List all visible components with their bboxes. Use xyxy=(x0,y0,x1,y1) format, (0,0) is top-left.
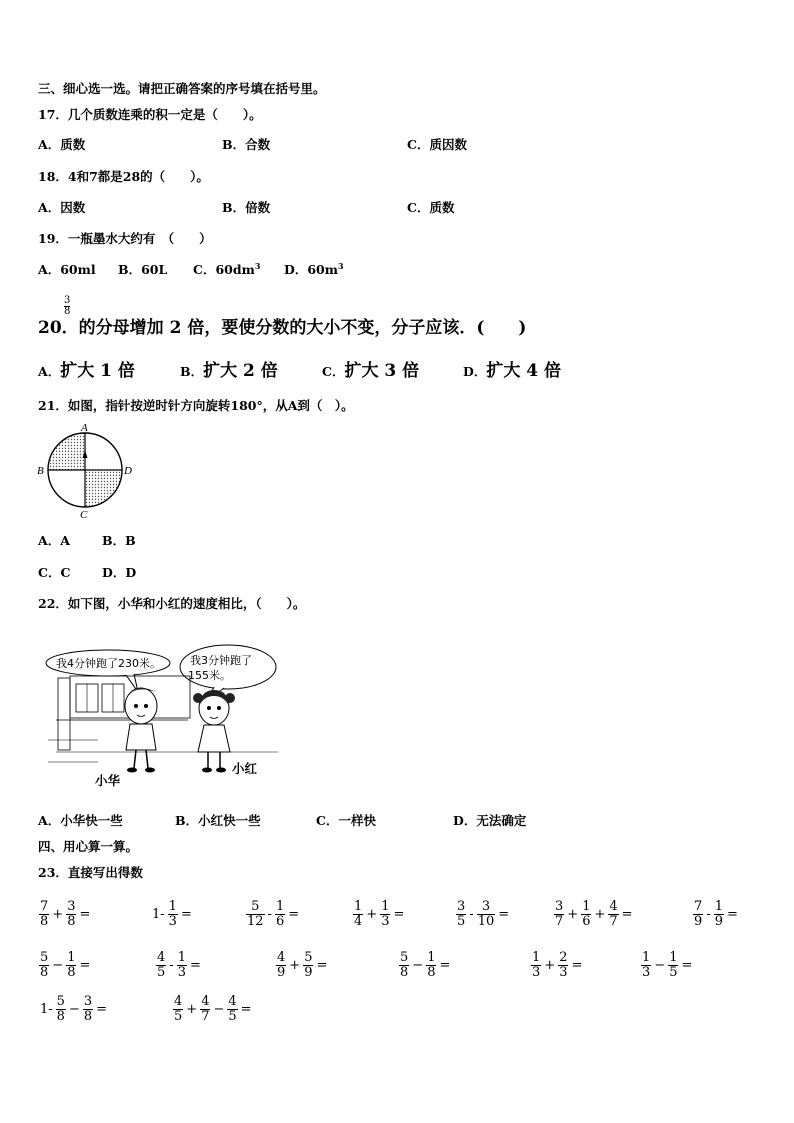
fraction xyxy=(399,951,409,980)
operator: − xyxy=(213,1002,225,1017)
numerator: 3 xyxy=(83,994,93,1009)
denominator: 12 xyxy=(247,914,264,929)
section-title-4: 四、用心算一算。 xyxy=(38,839,139,854)
q19-option-a[interactable]: A．60ml xyxy=(38,262,96,277)
numerator: 1 xyxy=(354,899,363,914)
numerator: 1 xyxy=(168,899,177,914)
operator: - xyxy=(267,907,272,922)
denominator: 8 xyxy=(83,1009,93,1024)
expression xyxy=(530,951,584,980)
question-17: 17．几个质数连乘的积一定是（ ）。 xyxy=(38,107,262,122)
fraction xyxy=(714,900,724,929)
prefix: 1- xyxy=(152,907,165,922)
numerator: 1 xyxy=(582,899,591,914)
equals: = xyxy=(393,907,405,922)
denominator: 8 xyxy=(56,1009,65,1024)
fraction xyxy=(275,900,285,929)
denominator: 5 xyxy=(669,965,678,980)
expression xyxy=(38,951,92,980)
q22-option-a[interactable]: A．小华快一些 xyxy=(38,813,123,828)
expression xyxy=(352,900,406,929)
q19-option-c[interactable]: C．$60dm^3$ xyxy=(193,260,261,277)
operator: - xyxy=(169,958,174,973)
numerator: 1 xyxy=(177,950,186,965)
q17-option-c[interactable]: C．质因数 xyxy=(407,137,467,152)
question-21: 21．如图，指针按逆时针方向旋转180°，从A到（ ）。 xyxy=(38,398,354,413)
numerator: 3 xyxy=(481,899,491,914)
denominator: 3 xyxy=(177,965,186,980)
operator: + xyxy=(289,958,301,973)
expression xyxy=(553,900,635,929)
bubble-xiaohong-line2: 155米。 xyxy=(188,669,231,682)
fraction xyxy=(380,900,390,929)
fraction xyxy=(39,951,49,980)
q22-option-b[interactable]: B．小红快一些 xyxy=(175,813,261,828)
q20-option-d[interactable]: D．扩大 4 倍 xyxy=(463,361,562,381)
numerator: 1 xyxy=(532,950,541,965)
operator: − xyxy=(52,958,64,973)
fraction xyxy=(693,900,703,929)
operator: + xyxy=(567,907,579,922)
operator: + xyxy=(544,958,556,973)
numerator: 3 xyxy=(457,899,466,914)
question-20: 20．的分母增加 2 倍，要使分数的大小不变，分子应该．( ) xyxy=(38,318,527,338)
denominator: 8 xyxy=(40,914,49,929)
denominator: 3 xyxy=(532,965,541,980)
fraction xyxy=(168,900,178,929)
fraction xyxy=(303,951,313,980)
q19-option-b[interactable]: B．60L xyxy=(118,262,168,277)
fraction xyxy=(558,951,568,980)
section-title: 三、细心选一选。请把正确答案的序号填在括号里。 xyxy=(38,81,326,96)
denominator: 10 xyxy=(477,914,495,929)
question-18: 18．4和7都是28的（ ）。 xyxy=(38,169,209,184)
numerator: 5 xyxy=(304,950,313,965)
operator: - xyxy=(706,907,711,922)
equals: = xyxy=(96,1002,108,1017)
denominator: 8 xyxy=(67,965,76,980)
fraction xyxy=(156,951,166,980)
fraction xyxy=(353,900,363,929)
equals: = xyxy=(621,907,633,922)
name-xiaohong: 小红 xyxy=(232,761,258,776)
fraction xyxy=(668,951,678,980)
operator: + xyxy=(366,907,378,922)
fraction xyxy=(246,900,265,929)
q21-option-a[interactable]: A．A xyxy=(38,533,70,548)
fraction xyxy=(66,951,76,980)
denominator: 9 xyxy=(714,914,723,929)
equals: = xyxy=(316,958,328,973)
denominator: 9 xyxy=(694,914,703,929)
numerator: 5 xyxy=(40,950,49,965)
fraction xyxy=(227,995,237,1024)
equals: = xyxy=(79,958,91,973)
fraction xyxy=(554,900,564,929)
label-c: C xyxy=(80,509,88,520)
numerator: 2 xyxy=(559,950,568,965)
denominator: 5 xyxy=(228,1009,237,1024)
operator: + xyxy=(186,1002,198,1017)
q20-option-a[interactable]: A．扩大 1 倍 xyxy=(38,361,135,381)
denominator: 6 xyxy=(275,914,285,929)
denominator: 7 xyxy=(555,914,564,929)
numerator: 4 xyxy=(277,950,286,965)
q18-option-a[interactable]: A．因数 xyxy=(38,200,86,215)
numerator: 4 xyxy=(174,994,183,1009)
q20-option-c[interactable]: C．扩大 3 倍 xyxy=(322,361,420,381)
numerator: 3 xyxy=(67,899,76,914)
q21-option-c[interactable]: C．C xyxy=(38,565,71,580)
numerator: 1 xyxy=(642,950,651,965)
q21-option-b[interactable]: B．B xyxy=(102,533,136,548)
fraction xyxy=(56,995,66,1024)
q17-option-b[interactable]: B．合数 xyxy=(222,137,271,152)
denominator: 5 xyxy=(457,914,466,929)
denominator: 5 xyxy=(174,1009,183,1024)
clock-figure xyxy=(34,420,138,520)
q20-option-b[interactable]: B．扩大 2 倍 xyxy=(180,361,278,381)
numerator: 1 xyxy=(275,899,285,914)
denominator: 6 xyxy=(582,914,591,929)
fraction xyxy=(581,900,591,929)
operator: − xyxy=(412,958,424,973)
numerator: 4 xyxy=(157,950,166,965)
operator: − xyxy=(654,958,666,973)
q22-option-c[interactable]: C．一样快 xyxy=(316,813,376,828)
equals: = xyxy=(79,907,91,922)
expression xyxy=(150,900,194,929)
fraction xyxy=(531,951,541,980)
fraction xyxy=(173,995,183,1024)
q22-option-d[interactable]: D．无法确定 xyxy=(453,813,527,828)
denominator: 9 xyxy=(277,965,286,980)
operator: - xyxy=(469,907,474,922)
equals: = xyxy=(288,907,300,922)
denominator: 5 xyxy=(157,965,166,980)
denominator: 7 xyxy=(609,914,618,929)
denominator: 9 xyxy=(304,965,313,980)
numerator: 7 xyxy=(694,899,703,914)
expression xyxy=(455,900,511,929)
equals: = xyxy=(681,958,693,973)
numerator: 1 xyxy=(381,899,390,914)
denominator: 8 xyxy=(400,965,409,980)
question-23: 23．直接写出得数 xyxy=(38,865,143,880)
q20-fraction: $\frac{3}{8}$ xyxy=(64,295,71,317)
numerator: 1 xyxy=(714,899,723,914)
numerator: 5 xyxy=(400,950,409,965)
q21-option-d[interactable]: D．D xyxy=(102,565,137,580)
equals: = xyxy=(726,907,738,922)
fraction xyxy=(66,900,76,929)
fraction xyxy=(641,951,651,980)
expression xyxy=(692,900,740,929)
q19-option-d[interactable]: D．$60m^3$ xyxy=(284,260,344,277)
label-b: B xyxy=(37,465,44,477)
bubble-xiaohua: 我4分钟跑了230米。 xyxy=(56,657,161,670)
denominator: 7 xyxy=(201,1009,210,1024)
numerator: 1 xyxy=(427,950,436,965)
numerator: 5 xyxy=(56,994,65,1009)
numerator: 1 xyxy=(67,950,76,965)
fraction xyxy=(177,951,187,980)
q17-option-a[interactable]: A．质数 xyxy=(38,137,86,152)
label-a: A xyxy=(81,422,88,434)
equals: = xyxy=(498,907,510,922)
operator: + xyxy=(594,907,606,922)
numerator: 7 xyxy=(40,899,49,914)
expression xyxy=(245,900,301,929)
prefix: 1- xyxy=(40,1002,53,1017)
operator: − xyxy=(68,1002,80,1017)
numerator: 3 xyxy=(555,899,564,914)
fraction xyxy=(456,900,466,929)
denominator: 4 xyxy=(354,914,363,929)
fraction xyxy=(39,900,49,929)
expression xyxy=(640,951,694,980)
equals: = xyxy=(439,958,451,973)
denominator: 8 xyxy=(427,965,436,980)
equals: = xyxy=(180,907,192,922)
numerator: 4 xyxy=(609,899,618,914)
denominator: 8 xyxy=(67,914,76,929)
numerator: 4 xyxy=(228,994,237,1009)
expression xyxy=(398,951,452,980)
fraction xyxy=(200,995,210,1024)
question-22: 22．如下图，小华和小红的速度相比，（ ）。 xyxy=(38,596,306,611)
q18-option-b[interactable]: B．倍数 xyxy=(222,200,271,215)
label-d: D xyxy=(124,465,132,477)
fraction xyxy=(608,900,618,929)
name-xiaohua: 小华 xyxy=(95,773,121,788)
denominator: 3 xyxy=(559,965,568,980)
fraction xyxy=(426,951,436,980)
numerator: 5 xyxy=(251,899,260,914)
equals: = xyxy=(189,958,201,973)
numerator: 1 xyxy=(669,950,678,965)
bubble-xiaohong-line1: 我3分钟跑了 xyxy=(190,654,252,667)
fraction xyxy=(477,900,496,929)
q18-option-c[interactable]: C．质数 xyxy=(407,200,455,215)
denominator: 3 xyxy=(168,914,177,929)
denominator: 3 xyxy=(642,965,651,980)
expression xyxy=(155,951,203,980)
denominator: 3 xyxy=(381,914,390,929)
equals: = xyxy=(240,1002,252,1017)
operator: + xyxy=(52,907,64,922)
expression xyxy=(38,900,92,929)
fraction xyxy=(276,951,286,980)
denominator: 8 xyxy=(40,965,49,980)
numerator: 4 xyxy=(201,994,210,1009)
expression xyxy=(275,951,329,980)
question-19: 19．一瓶墨水大约有 （ ） xyxy=(38,231,212,246)
expression xyxy=(172,995,254,1024)
equals: = xyxy=(571,958,583,973)
fraction xyxy=(83,995,93,1024)
expression xyxy=(38,995,109,1024)
